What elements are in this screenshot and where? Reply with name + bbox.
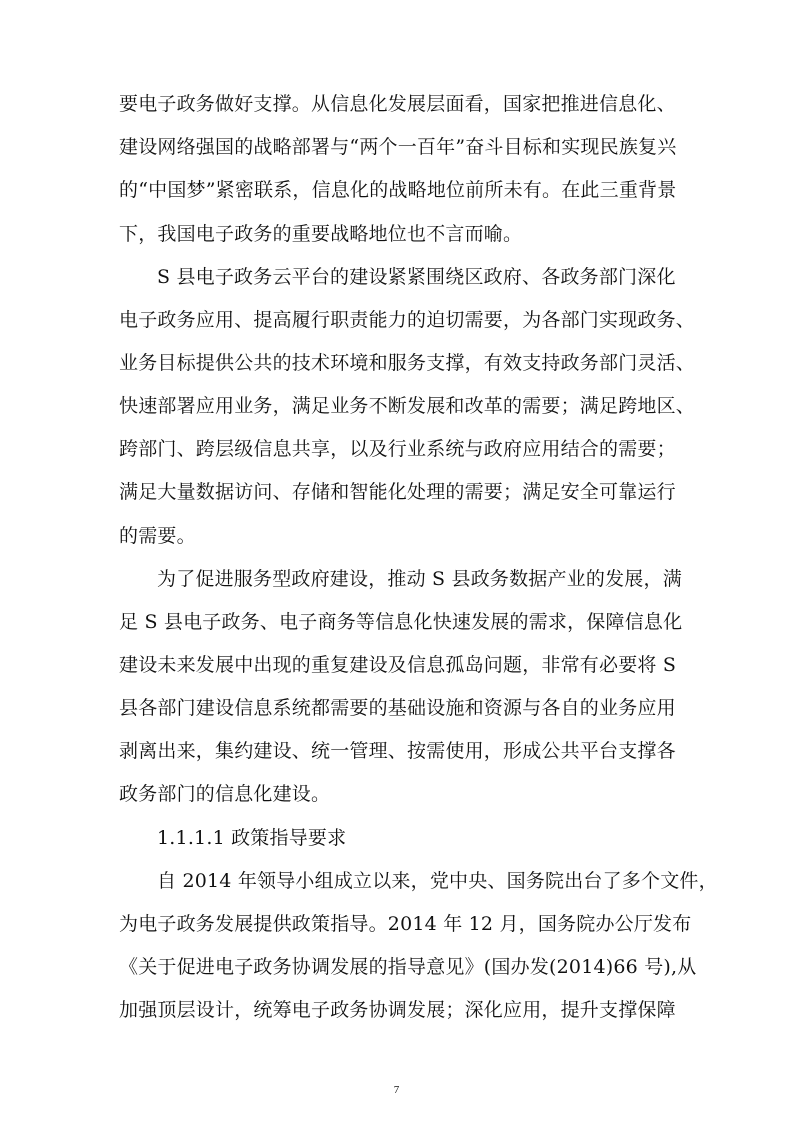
- text-line: 加强顶层设计，统筹电子政务协调发展；深化应用，提升支撑保障: [119, 999, 676, 1021]
- text-line: 建设未来发展中出现的重复建设及信息孤岛问题，非常有必要将 S: [119, 654, 677, 676]
- text-line: 剥离出来，集约建设、统一管理、按需使用，形成公共平台支撑各: [119, 740, 676, 762]
- text-line: 的需要。: [119, 525, 196, 547]
- text-line: 下，我国电子政务的重要战略地位也不言而喻。: [119, 223, 523, 245]
- text-line: 足 S 县电子政务、电子商务等信息化快速发展的需求，保障信息化: [119, 611, 683, 633]
- text-line: 的“中国梦”紧密联系，信息化的战略地位前所未有。在此三重背景: [119, 179, 677, 201]
- text-line: 政务部门的信息化建设。: [119, 783, 331, 805]
- page-number: 7: [393, 1084, 400, 1096]
- text-line: 业务目标提供公共的技术环境和服务支撑，有效支持政务部门灵活、: [119, 352, 696, 374]
- text-line: 为电子政务发展提供政策指导。2014 年 12 月，国务院办公厅发布: [119, 913, 692, 935]
- text-line: S 县电子政务云平台的建设紧紧围绕区政府、各政务部门深化: [157, 266, 676, 288]
- text-line: 自 2014 年领导小组成立以来，党中央、国务院出台了多个文件，: [157, 870, 718, 892]
- text-line: 快速部署应用业务，满足业务不断发展和改革的需要；满足跨地区、: [119, 395, 696, 417]
- text-line: 县各部门建设信息系统都需要的基础设施和资源与各自的业务应用: [119, 697, 676, 719]
- text-line: 满足大量数据访问、存储和智能化处理的需要；满足安全可靠运行: [119, 481, 676, 503]
- text-line: 《关于促进电子政务协调发展的指导意见》(国办发(2014)66 号),从: [119, 956, 697, 978]
- text-line: 跨部门、跨层级信息共享，以及行业系统与政府应用结合的需要；: [119, 438, 676, 460]
- text-line: 建设网络强国的战略部署与“两个一百年”奋斗目标和实现民族复兴: [119, 136, 677, 158]
- section-heading: 1.1.1.1 政策指导要求: [157, 827, 347, 849]
- text-line: 电子政务应用、提高履行职责能力的迫切需要，为各部门实现政务、: [119, 309, 696, 331]
- text-line: 要电子政务做好支撑。从信息化发展层面看，国家把推进信息化、: [119, 93, 676, 115]
- text-line: 为了促进服务型政府建设，推动 S 县政务数据产业的发展，满: [157, 568, 682, 590]
